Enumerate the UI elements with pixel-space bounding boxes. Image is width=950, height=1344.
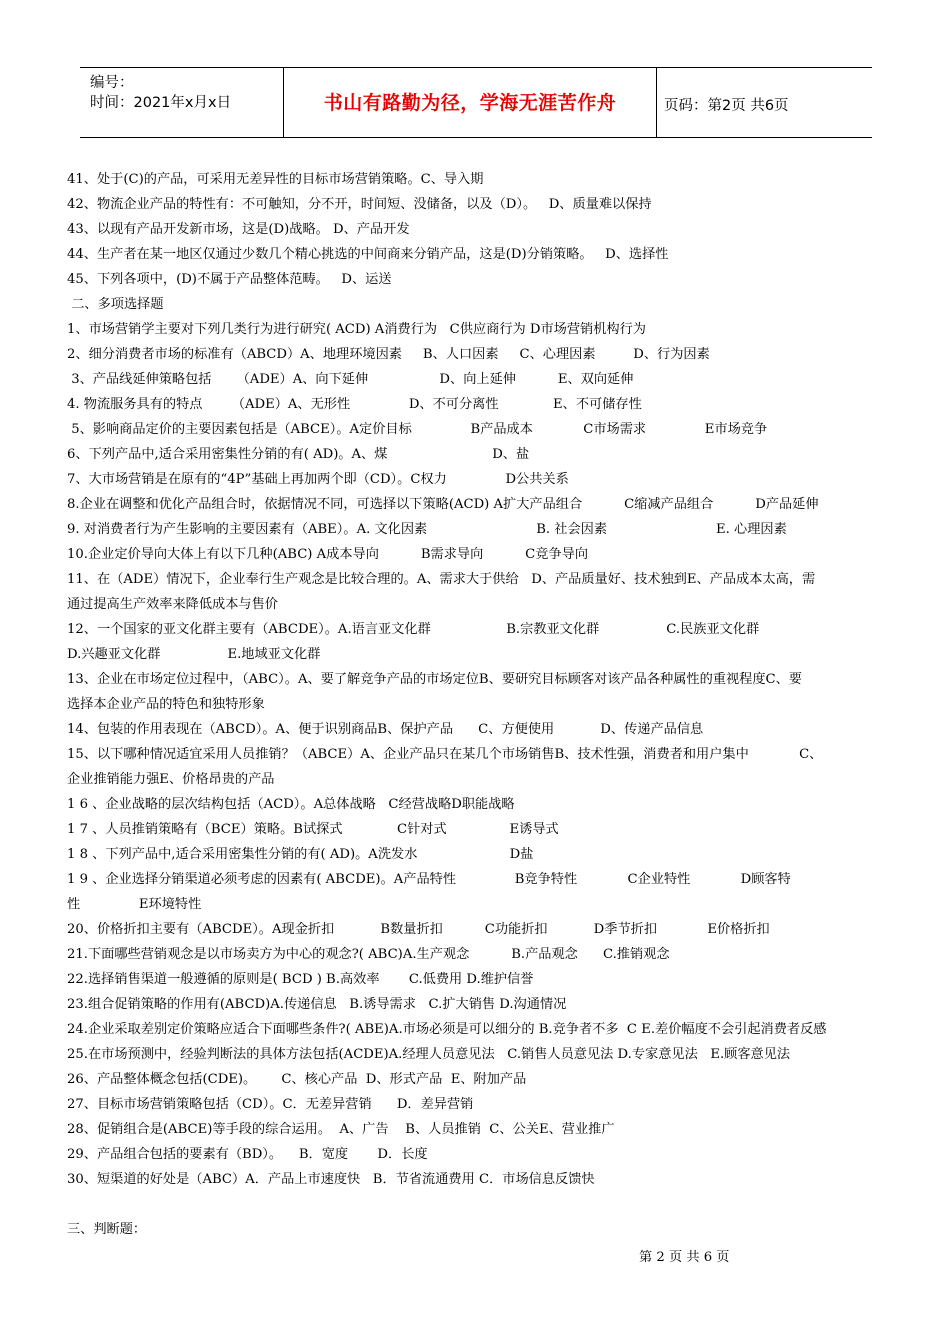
- header-motto: 书山有路勤为径，学海无涯苦作舟: [323, 92, 617, 114]
- text-line: 5、影响商品定价的主要因素包括是（ABCE）。A定价目标 B产品成本 C市场需求 E市场竞争: [67, 422, 768, 437]
- text-line: 25.在市场预测中，经验判断法的具体方法包括(ACDE)A.经理人员意见法 C.销售人员意见法 D.专家意见法 E.顾客意见法: [67, 1047, 791, 1062]
- text-line: 30、短渠道的好处是（ABC）A．产品上市速度快 B．节省流通费用 C．市场信息反馈快: [67, 1172, 595, 1187]
- text-line: 28、促销组合是(ABCE)等手段的综合运用。 A、广告 B、人员推销 C、公关E、营业推广: [67, 1122, 615, 1137]
- text-line: [67, 1194, 885, 1219]
- document-date: 时间：2021年x月x日: [90, 95, 232, 111]
- text-line: 44、生产者在某一地区仅通过少数几个精心挑选的中间商来分销产品，这是(D)分销策略。 D、选择性: [67, 247, 669, 262]
- text-line: 14、包装的作用表现在（ABCD）。A、便于识别商品B、保护产品 C、方便使用 D、传递产品信息: [67, 722, 704, 737]
- text-line: 1 8 、下列产品中,适合采用密集性分销的有( AD)。A洗发水 D盐: [67, 847, 534, 862]
- text-line: 1 6 、企业战略的层次结构包括（ACD）。A总体战略 C经营战略D职能战略: [67, 797, 515, 812]
- text-line: 22.选择销售渠道一般遵循的原则是( BCD ) B.高效率 C.低费用 D.维护信誉: [67, 972, 534, 987]
- text-line: 企业推销能力强E、价格昂贵的产品: [67, 772, 275, 787]
- header-page-info: 页码：第2页 共6页: [664, 98, 789, 114]
- text-line: 26、产品整体概念包括(CDE)。 C、核心产品 D、形式产品 E、附加产品: [67, 1072, 527, 1087]
- text-line: 21.下面哪些营销观念是以市场卖方为中心的观念?( ABC)A.生产观念 B.产品观念 C.推销观念: [67, 947, 670, 962]
- header-divider-right: [656, 68, 657, 137]
- page-footer: 第 2 页 共 6 页: [639, 1250, 730, 1265]
- text-line: 27、目标市场营销策略包括（CD）。C．无差异营销 D．差异营销: [67, 1097, 474, 1112]
- text-line: 41、处于(C)的产品，可采用无差异性的目标市场营销策略。C、导入期: [67, 172, 484, 187]
- text-line: 3、产品线延伸策略包括 （ADE）A、向下延伸 D、向上延伸 E、双向延伸: [67, 372, 634, 387]
- text-line: 9. 对消费者行为产生影响的主要因素有（ABE）。A. 文化因素 B. 社会因素 E. 心理因素: [67, 522, 787, 537]
- text-line: 通过提高生产效率来降低成本与售价: [67, 597, 278, 612]
- page-header: [80, 67, 872, 138]
- text-line: 43、以现有产品开发新市场，这是(D)战略。 D、产品开发: [67, 222, 410, 237]
- text-line: 7、大市场营销是在原有的“4P”基础上再加两个即（CD）。C权力 D公共关系: [67, 472, 569, 487]
- text-line: 2、细分消费者市场的标准有（ABCD）A、地理环境因素 B、人口因素 C、心理因素 D、行为因素: [67, 347, 710, 362]
- text-line: 13、企业在市场定位过程中，（ABC）。A、要了解竞争产品的市场定位B、要研究目标顾客对该产品各种属性的重视程度C、要: [67, 672, 802, 687]
- text-line: 42、物流企业产品的特性有：不可触知，分不开，时间短、没储备，以及（D）。 D、质量难以保持: [67, 197, 652, 212]
- text-line: 三、判断题：: [67, 1222, 147, 1237]
- text-line: 20、价格折扣主要有（ABCDE）。A现金折扣 B数量折扣 C功能折扣 D季节折扣 E价格折扣: [67, 922, 770, 937]
- text-line: 4. 物流服务具有的特点 （ADE）A、无形性 D、不可分离性 E、不可储存性: [67, 397, 642, 412]
- text-line: 11、在（ADE）情况下，企业奉行生产观念是比较合理的。A、需求大于供给 D、产品质量好、技术独到E、产品成本太高，需: [67, 572, 816, 587]
- text-line: 8.企业在调整和优化产品组合时，依据情况不同，可选择以下策略(ACD) A扩大产品组合 C缩减产品组合 D产品延伸: [67, 497, 819, 512]
- text-line: 1、市场营销学主要对下列几类行为进行研究( ACD) A消费行为 C供应商行为 D市场营销机构行为: [67, 322, 646, 337]
- text-line: 选择本企业产品的特色和独特形象: [67, 697, 265, 712]
- text-line: 二、多项选择题: [67, 297, 164, 312]
- text-line: 10.企业定价导向大体上有以下几种(ABC) A成本导向 B需求导向 C竞争导向: [67, 547, 589, 562]
- text-line: 12、一个国家的亚文化群主要有（ABCDE）。A.语言亚文化群 B.宗教亚文化群 C.民族亚文化群: [67, 622, 760, 637]
- text-line: 1 7 、人员推销策略有（BCE）策略。B试探式 C针对式 E诱导式: [67, 822, 559, 837]
- document-number-label: 编号：: [90, 75, 134, 91]
- text-line: D.兴趣亚文化群 E.地域亚文化群: [67, 647, 321, 662]
- text-line: 29、产品组合包括的要素有（BD）。 B．宽度 D．长度: [67, 1147, 428, 1162]
- text-line: 1 9 、企业选择分销渠道必须考虑的因素有( ABCDE)。A产品特性 B竞争特性 C企业特性 D顾客特: [67, 872, 791, 887]
- text-line: 6、下列产品中,适合采用密集性分销的有( AD)。A、煤 D、盐: [67, 447, 530, 462]
- text-line: 24.企业采取差别定价策略应适合下面哪些条件?( ABE)A.市场必须是可以细分的 B.竞争者不多 C E.差价幅度不会引起消费者反感: [67, 1022, 827, 1037]
- text-line: 45、下列各项中，(D)不属于产品整体范畴。 D、运送: [67, 272, 392, 287]
- text-line: 23.组合促销策略的作用有(ABCD)A.传递信息 B.诱导需求 C.扩大销售 D.沟通情况: [67, 997, 567, 1012]
- text-line: 性 E环境特性: [67, 897, 202, 912]
- text-line: 15、以下哪种情况适宜采用人员推销？（ABCE）A、企业产品只在某几个市场销售B、技术性强，消费者和用户集中 C、: [67, 747, 823, 762]
- document-body: [67, 169, 885, 1244]
- header-left: [90, 73, 231, 113]
